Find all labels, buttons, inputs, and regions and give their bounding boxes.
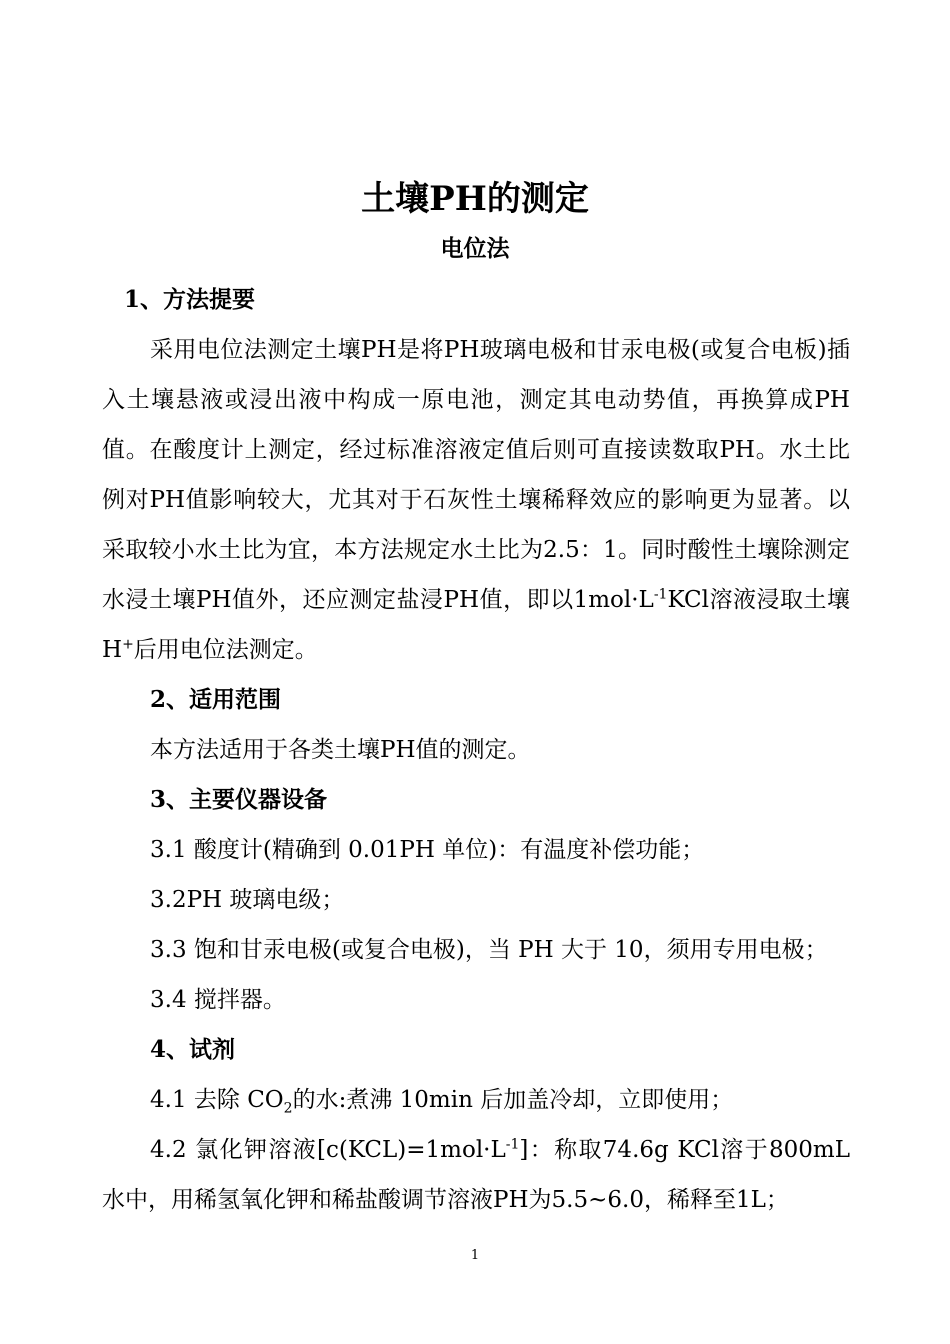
page-title: 土壤PH的测定 [361, 179, 589, 219]
reagent-1-text-b: 的水:煮沸 10min 后加盖冷却，立即使用； [292, 1087, 734, 1113]
reagent-1-text-a: 4.1 去除 CO [150, 1087, 284, 1113]
page-subtitle: 电位法 [440, 235, 510, 262]
paragraph-text-part-2: KCl溶液浸取土壤H [102, 587, 850, 663]
equipment-item-2: 3.2PH 玻璃电级； [150, 887, 345, 913]
reagent-item-1 [102, 1075, 850, 1125]
paragraph-text-part-3: 后用电位法测定。 [133, 637, 318, 663]
page-number: 1 [470, 1248, 480, 1263]
equipment-item-3: 3.3 饱和甘汞电极(或复合电极)，当 PH 大于 10，须用专用电极； [150, 937, 828, 963]
superscript-minus-one: -1 [653, 586, 668, 603]
section-heading-2: 2、适用范围 [150, 686, 282, 713]
section-heading-3: 3、主要仪器设备 [150, 786, 328, 813]
document-body [102, 275, 850, 1225]
reagent-item-2 [102, 1125, 850, 1225]
section-heading-4: 4、试剂 [150, 1036, 236, 1063]
section-1-paragraph [102, 325, 850, 675]
paragraph-text-part-1: 采用电位法测定土壤PH是将PH玻璃电极和甘汞电极(或复合电板)插入土壤悬液或浸出液中构成一原电池，测定其电动势值，再换算成PH值。在酸度计上测定，经过标准溶液定值后则可直接读数取PH。水土比例对PH值影响较大，尤其对于石灰性土壤稀释效应的影响更为显著。以采取较小水土比为宜，本方法规定水土比为2.5：1。同时酸性土壤除测定水浸土壤PH值外，还应测定盐浸PH值，即以1mol·L [102, 337, 850, 613]
equipment-item-4: 3.4 搅拌器。 [150, 987, 286, 1013]
reagent-2-text-b: ]：称取74.6g KCl溶于800mL水中，用稀氢氧化钾和稀盐酸调节溶液PH为5.5~6.0，稀释至1L； [102, 1137, 850, 1213]
equipment-item-1: 3.1 酸度计(精确到 0.01PH 单位)：有温度补偿功能； [150, 837, 705, 863]
subscript-two: 2 [283, 1100, 293, 1117]
superscript-plus: + [122, 636, 134, 653]
superscript-minus-one-2: -1 [505, 1136, 520, 1153]
reagent-2-text-a: 4.2 氯化钾溶液[c(KCL)=1mol·L [150, 1137, 506, 1163]
section-2-text: 本方法适用于各类土壤PH值的测定。 [150, 737, 531, 763]
section-heading-1: 1、方法提要 [124, 286, 256, 313]
